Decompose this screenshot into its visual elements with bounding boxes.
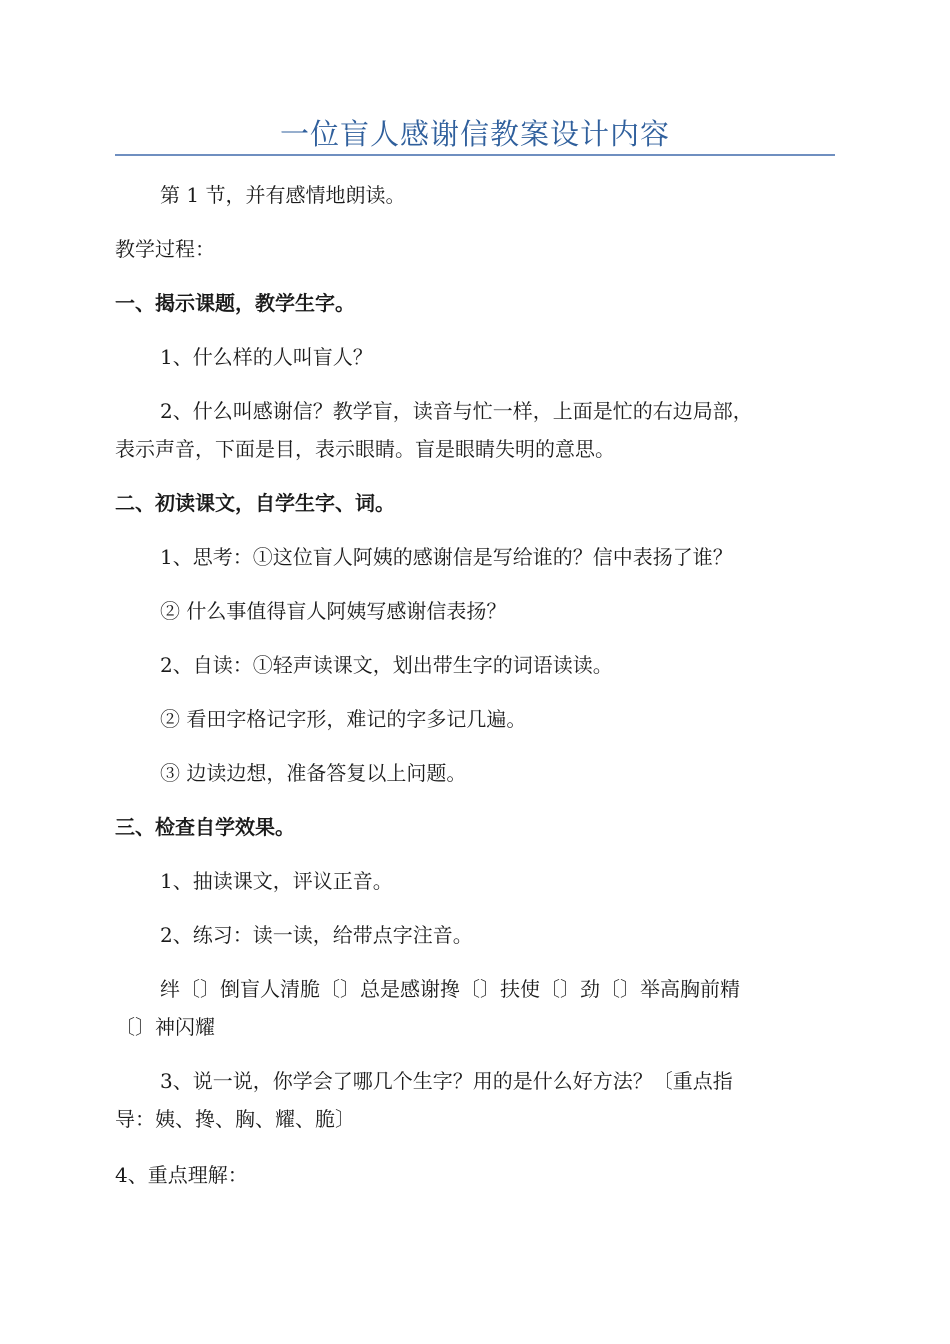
paragraph-line: 1、思考：①这位盲人阿姨的感谢信是写给谁的？信中表扬了谁？	[160, 545, 733, 569]
paragraph-line: 绊〔〕倒盲人清脆〔〕总是感谢搀〔〕扶使〔〕劲〔〕举高胸前精	[160, 977, 740, 1001]
section-heading: 二、初读课文，自学生字、词。	[115, 491, 395, 515]
document-title: 一位盲人感谢信教案设计内容	[279, 117, 670, 151]
section-heading: 三、检查自学效果。	[115, 815, 295, 839]
section-heading: 一、揭示课题，教学生字。	[115, 291, 355, 315]
paragraph-line: 1、抽读课文，评议正音。	[160, 869, 393, 893]
paragraph-line: ② 什么事值得盲人阿姨写感谢信表扬？	[160, 599, 507, 623]
paragraph-line: 第 1 节，并有感情地朗读。	[160, 183, 406, 207]
paragraph-line: 2、什么叫感谢信？教学盲，读音与忙一样，上面是忙的右边局部，	[160, 399, 753, 423]
paragraph-line: 2、练习：读一读，给带点字注音。	[160, 923, 473, 947]
paragraph-line: 2、自读：①轻声读课文，划出带生字的词语读读。	[160, 653, 613, 677]
section-heading: 4、重点理解：	[115, 1163, 248, 1187]
paragraph-line: 3、说一说，你学会了哪几个生字？用的是什么好方法？〔重点指	[160, 1069, 733, 1093]
paragraph-line: 1、什么样的人叫盲人？	[160, 345, 373, 369]
paragraph-line: ② 看田字格记字形，难记的字多记几遍。	[160, 707, 527, 731]
title-underline	[115, 154, 835, 156]
paragraph-line: 教学过程：	[115, 237, 215, 261]
paragraph-line: 导：姨、搀、胸、耀、脆〕	[115, 1107, 355, 1131]
paragraph-line: 表示声音，下面是目，表示眼睛。盲是眼睛失明的意思。	[115, 437, 615, 461]
paragraph-line: 〔〕神闪耀	[115, 1015, 215, 1039]
paragraph-line: ③ 边读边想，准备答复以上问题。	[160, 761, 467, 785]
